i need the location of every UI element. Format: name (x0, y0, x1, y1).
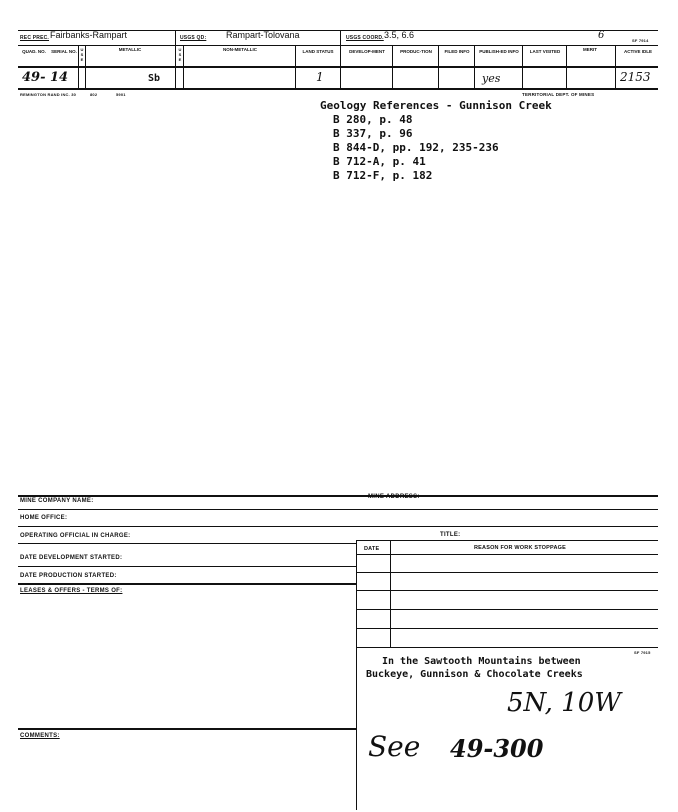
department: TERRITORIAL DEPT. OF MINES (522, 92, 595, 97)
printer-code-1: 802 (90, 92, 98, 97)
references-title: Geology References - Gunnison Creek (320, 99, 552, 112)
active-value: 2153 (620, 70, 651, 84)
col-use-2: U S E (178, 47, 182, 62)
date-column-header: DATE (364, 546, 380, 552)
leases-label: LEASES & OFFERS - TERMS OF: (20, 588, 123, 594)
mine-company-label: MINE COMPANY NAME: (20, 498, 94, 504)
location-line-1: In the Sawtooth Mountains between (382, 656, 581, 667)
usgs-value: Rampart-Tolovana (226, 30, 300, 40)
handwritten-township: 5N, 10W (507, 688, 621, 718)
metallic-value: Sb (148, 73, 161, 84)
form-number: SF 7914 (632, 38, 649, 43)
coord-value: 3.5, 6.6 (384, 30, 415, 40)
reason-column-header: REASON FOR WORK STOPPAGE (474, 545, 566, 551)
date-development-label: DATE DEVELOPMENT STARTED: (20, 555, 123, 561)
col-merit: MERIT (583, 47, 597, 52)
comments-label: COMMENTS: (20, 733, 60, 739)
col-production: PRODUC-TION (400, 49, 432, 54)
col-last-visited: LAST VISITED (529, 49, 561, 54)
quad-serial-value: 49- 14 (22, 70, 69, 85)
col-quad: QUAD. NO. (22, 49, 46, 54)
reference-item: B 712-F, p. 182 (333, 169, 433, 182)
col-use-1: U S E (80, 47, 84, 62)
published-value: yes (482, 72, 501, 85)
col-land-status: LAND STATUS (302, 49, 334, 54)
col-metallic: METALLIC (118, 47, 142, 52)
col-development: DEVELOP-MENT (349, 49, 385, 54)
title-label: TITLE: (440, 532, 461, 538)
rec-prec-label: REC PREC. (20, 35, 50, 41)
location-line-2: Buckeye, Gunnison & Chocolate Creeks (366, 669, 583, 680)
reference-item: B 712-A, p. 41 (333, 155, 426, 168)
handwritten-see: See (368, 730, 421, 763)
reference-item: B 280, p. 48 (333, 113, 413, 126)
home-office-label: HOME OFFICE: (20, 515, 68, 521)
reference-item: B 844-D, pp. 192, 235-236 (333, 141, 499, 154)
land-status-value: 1 (316, 70, 324, 84)
top-mark: 6 (598, 30, 605, 41)
col-published-info: PUBLISH-ED INFO (479, 49, 519, 54)
handwritten-ref: 49-300 (450, 734, 544, 763)
form-number-2: SF 7915 (634, 650, 651, 655)
col-serial: SERIAL NO. (51, 49, 77, 54)
mine-address-label: MINE ADDRESS: (368, 494, 420, 500)
printer-code-2: 5901 (116, 92, 126, 97)
col-filed-info: FILED INFO (444, 49, 470, 54)
col-nonmetallic: NON-METALLIC (223, 47, 257, 52)
col-active-idle: ACTIVE IDLE (623, 49, 652, 54)
operating-official-label: OPERATING OFFICIAL IN CHARGE: (20, 533, 131, 539)
date-production-label: DATE PRODUCTION STARTED: (20, 573, 117, 579)
coord-label: USGS COORD. (346, 35, 384, 41)
rec-prec-value: Fairbanks-Rampart (50, 30, 128, 40)
usgs-label: USGS QD: (180, 35, 207, 41)
printer-info: REMINGTON RAND INC. 30 (20, 92, 77, 97)
reference-item: B 337, p. 96 (333, 127, 413, 140)
